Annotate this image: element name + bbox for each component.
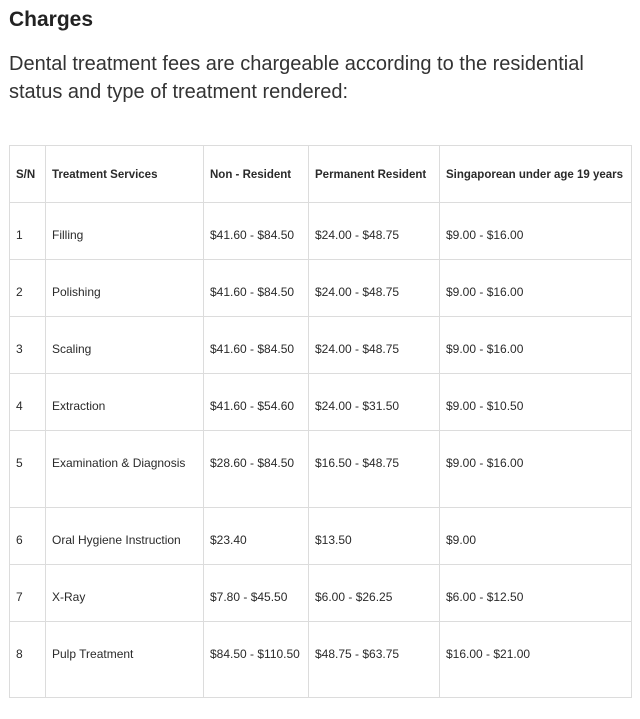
cell-sn: 1 [10, 203, 46, 260]
intro-paragraph: Dental treatment fees are chargeable according to the residential status and type of treatment rendered: [9, 53, 584, 103]
cell-sn: 5 [10, 431, 46, 508]
cell-service: Extraction [46, 374, 204, 431]
cell-service: Pulp Treatment [46, 622, 204, 698]
cell-permanent-resident: $13.50 [309, 508, 440, 565]
cell-service: Examination & Diagnosis [46, 431, 204, 508]
cell-singaporean: $9.00 [440, 508, 632, 565]
cell-singaporean: $9.00 - $16.00 [440, 260, 632, 317]
cell-singaporean: $6.00 - $12.50 [440, 565, 632, 622]
cell-singaporean: $9.00 - $16.00 [440, 431, 632, 508]
header-service: Treatment Services [46, 146, 204, 203]
table-row [10, 431, 632, 508]
cell-singaporean: $9.00 - $10.50 [440, 374, 632, 431]
table-header-row [10, 146, 632, 203]
cell-service: Oral Hygiene Instruction [46, 508, 204, 565]
header-permanent-resident: Permanent Resident [309, 146, 440, 203]
cell-sn: 2 [10, 260, 46, 317]
cell-permanent-resident: $24.00 - $48.75 [309, 203, 440, 260]
cell-permanent-resident: $24.00 - $48.75 [309, 260, 440, 317]
page-heading: Charges [9, 8, 94, 31]
table-row [10, 374, 632, 431]
table-row [10, 622, 632, 698]
cell-non-resident: $41.60 - $84.50 [204, 203, 309, 260]
cell-permanent-resident: $24.00 - $48.75 [309, 317, 440, 374]
table-row [10, 260, 632, 317]
cell-non-resident: $28.60 - $84.50 [204, 431, 309, 508]
table-row [10, 317, 632, 374]
cell-permanent-resident: $48.75 - $63.75 [309, 622, 440, 698]
cell-non-resident: $41.60 - $84.50 [204, 317, 309, 374]
cell-non-resident: $41.60 - $84.50 [204, 260, 309, 317]
header-non-resident: Non - Resident [204, 146, 309, 203]
table-row [10, 203, 632, 260]
cell-sn: 4 [10, 374, 46, 431]
cell-singaporean: $9.00 - $16.00 [440, 317, 632, 374]
cell-permanent-resident: $16.50 - $48.75 [309, 431, 440, 508]
header-singaporean: Singaporean under age 19 years [440, 146, 632, 203]
table-row [10, 508, 632, 565]
cell-service: Polishing [46, 260, 204, 317]
cell-non-resident: $84.50 - $110.50 [204, 622, 309, 698]
cell-non-resident: $41.60 - $54.60 [204, 374, 309, 431]
fees-table [9, 145, 632, 698]
cell-sn: 3 [10, 317, 46, 374]
cell-non-resident: $23.40 [204, 508, 309, 565]
cell-permanent-resident: $6.00 - $26.25 [309, 565, 440, 622]
cell-service: X-Ray [46, 565, 204, 622]
cell-service: Scaling [46, 317, 204, 374]
table-row [10, 565, 632, 622]
cell-sn: 6 [10, 508, 46, 565]
header-sn: S/N [10, 146, 46, 203]
cell-singaporean: $9.00 - $16.00 [440, 203, 632, 260]
cell-sn: 7 [10, 565, 46, 622]
cell-non-resident: $7.80 - $45.50 [204, 565, 309, 622]
cell-singaporean: $16.00 - $21.00 [440, 622, 632, 698]
cell-permanent-resident: $24.00 - $31.50 [309, 374, 440, 431]
cell-service: Filling [46, 203, 204, 260]
cell-sn: 8 [10, 622, 46, 698]
